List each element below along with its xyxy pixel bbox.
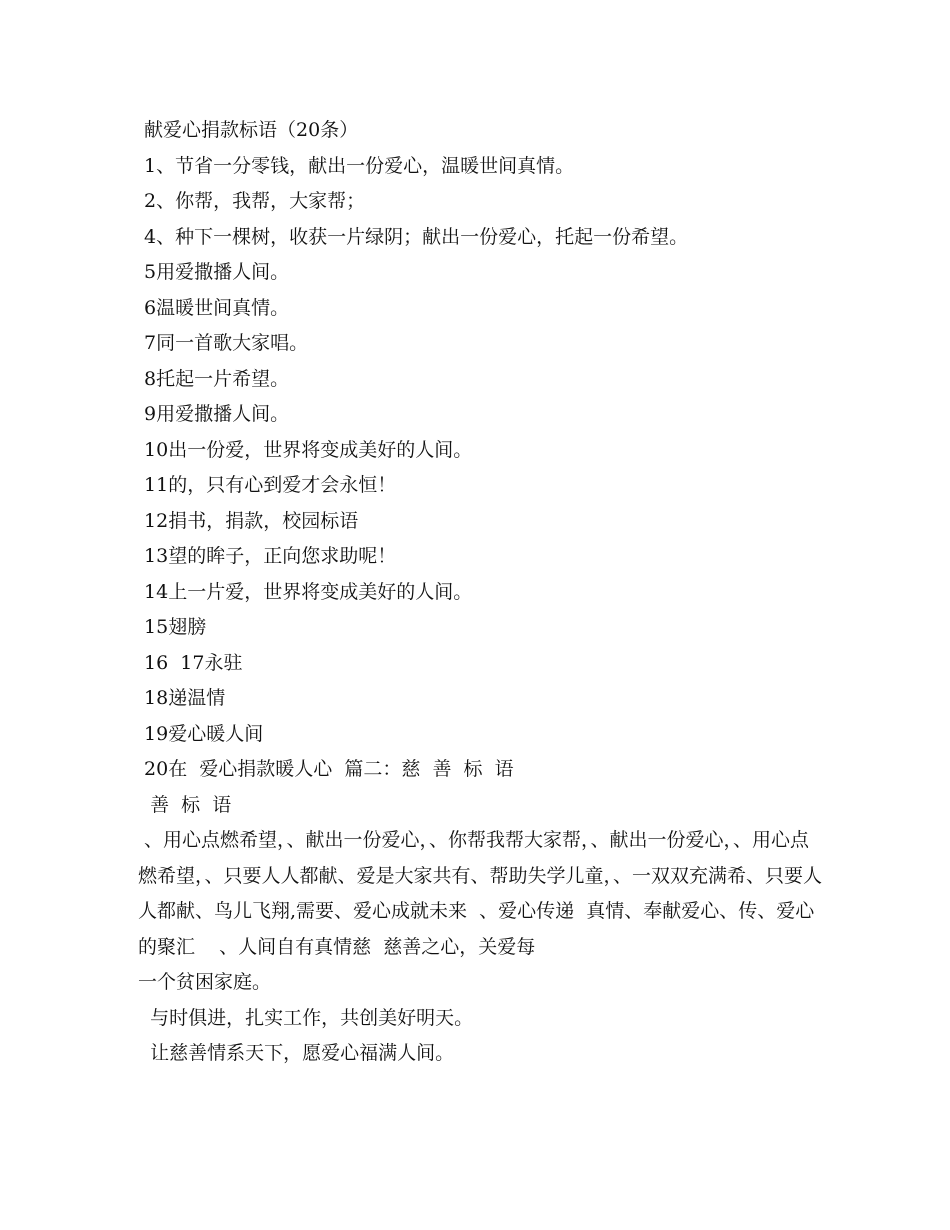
slogan-line: 8托起一片希望。	[138, 367, 290, 390]
slogan-line: 7同一首歌大家唱。	[138, 332, 309, 354]
slogan-line: 13望的眸子，正向您求助呢！	[138, 545, 397, 567]
slogan-line: 11的，只有心到爱才会永恒！	[138, 474, 397, 496]
paragraph-continuation: 一个贫困家庭。	[138, 971, 272, 993]
slogan-line: 1、节省一分零钱，献出一份爱心，温暖世间真情。	[138, 154, 575, 177]
closing-slogan: 与时俱进，扎实工作，共创美好明天。	[138, 1006, 474, 1029]
slogan-line: 10出一份爱，世界将变成美好的人间。	[138, 438, 473, 461]
closing-slogan: 让慈善情系天下，愿爱心福满人间。	[138, 1042, 455, 1064]
slogan-line: 6温暖世间真情。	[138, 296, 290, 319]
slogan-line: 14上一片爱，世界将变成美好的人间。	[138, 580, 473, 603]
slogan-line: 9用爱撒播人间。	[138, 403, 290, 425]
slogan-line: 15翅膀	[138, 616, 207, 638]
slogan-line: 4、种下一棵树，收获一片绿阴；献出一份爱心，托起一份希望。	[138, 225, 689, 248]
document-title: 献爱心捐款标语（20条）	[138, 119, 359, 141]
slogan-line: 16 17永驻	[138, 651, 243, 674]
section-heading-line: 20在 爱心捐款暖人心 篇二：慈 善 标 语	[138, 758, 514, 780]
slogan-paragraph: 、用心点燃希望，、献出一份爱心，、你帮我帮大家帮，、献出一份爱心，、用心点燃希望，、只要人人都献、爱是大家共有、帮助失学儿童，、一双双充满希、只要人人都献、鸟儿飞翔,需要、爱心成就未来 、爱心传递 真情、奉献爱心、传、爱心的聚汇 、人间自有真情慈 慈善之心，关爱每	[138, 829, 823, 958]
document-body	[138, 113, 828, 1072]
slogan-line: 12捐书，捐款，校园标语	[138, 509, 359, 532]
slogan-line: 19爱心暖人间	[138, 722, 264, 745]
slogan-line: 18递温情	[138, 687, 226, 709]
section-heading-continuation: 善 标 语	[138, 793, 232, 816]
slogan-line: 5用爱撒播人间。	[138, 261, 290, 283]
slogan-line: 2、你帮，我帮，大家帮；	[138, 190, 366, 212]
